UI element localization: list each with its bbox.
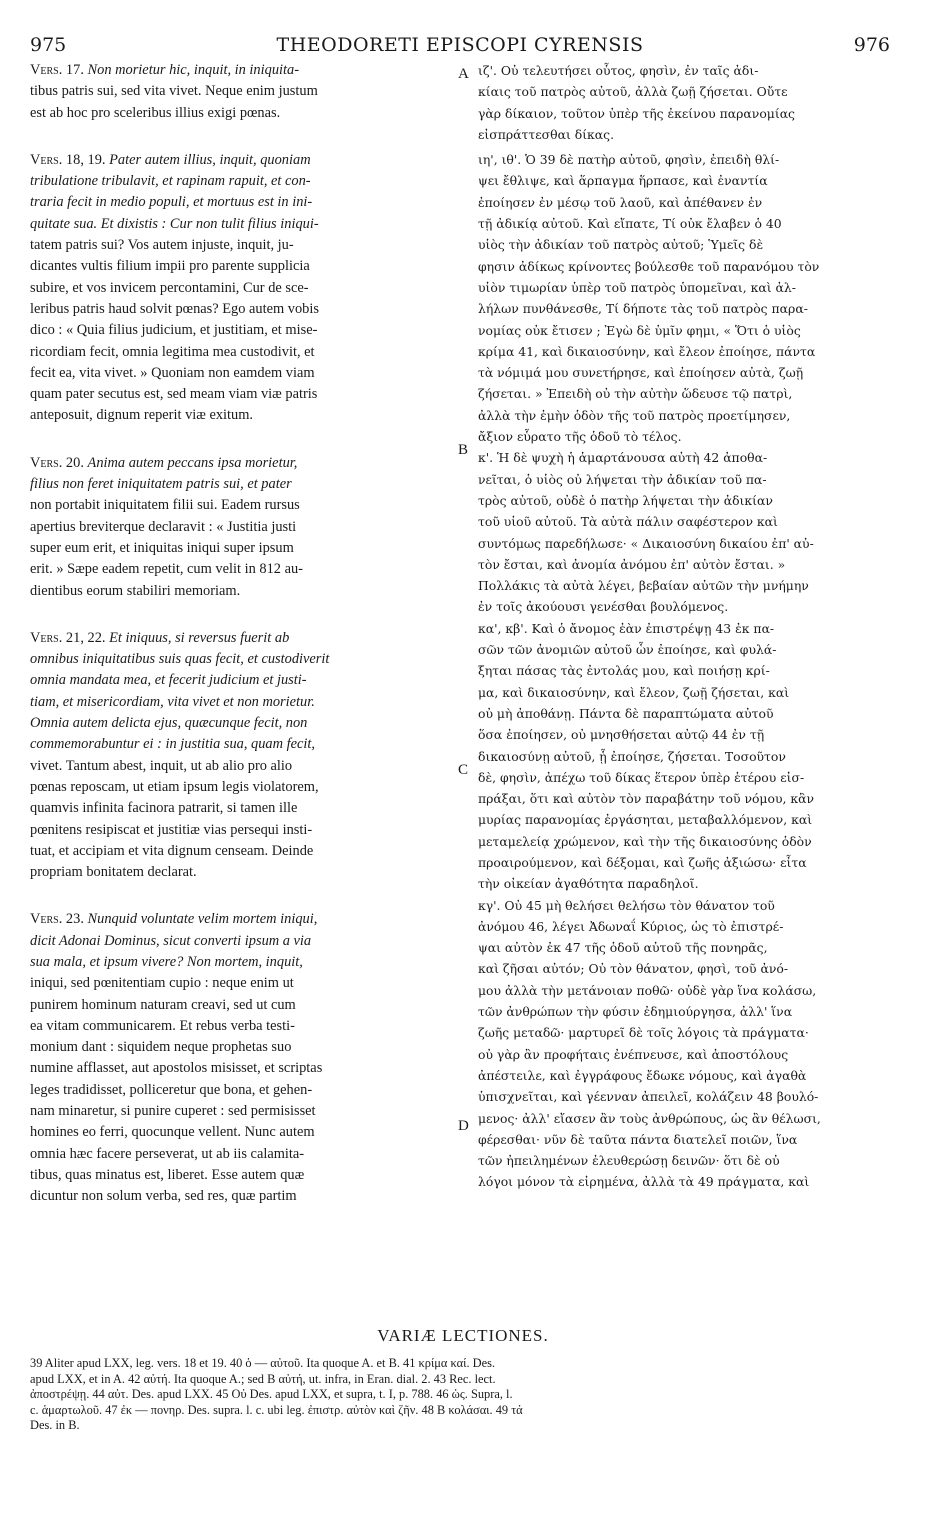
text-line: ricordiam fecit, omnia legitima mea custodivit, et: [30, 343, 315, 360]
text-line: tibus patris sui, sed vita vivet. Neque enim justum: [30, 83, 318, 100]
greek-line: κγ'. Οὐ 45 μὴ θελήσει θελήσω τὸν θάνατον τοῦ: [478, 897, 775, 913]
text-line: monium dant : siquidem neque prophetas suo: [30, 1039, 292, 1056]
text-line: homines eo ferri, quocunque vellent. Nunc autem: [30, 1124, 315, 1141]
running-title: THEODORETI EPISCOPI CYRENSIS: [276, 34, 644, 56]
greek-line: υἱὸς τὴν ἀδικίαν τοῦ πατρὸς αὐτοῦ; Ὑμεῖς δὲ: [478, 237, 764, 253]
greek-line: τῶν ἀνθρώπων τὴν φύσιν ἐδημιούργησα, ἀλλ' ἵνα: [478, 1004, 793, 1020]
text-line: omnibus iniquitatibus suis quas fecit, et custodiverit: [30, 651, 330, 668]
greek-line: ἐν τοῖς ἀκούουσι γενέσθαι βουλόμενος.: [478, 599, 729, 615]
text-line: numine afflasset, aut apostolos misisset, et scriptas: [30, 1060, 323, 1077]
text-line: Anima autem peccans ipsa morietur,: [87, 454, 298, 471]
verse-heading: Vers. 18, 19.: [30, 151, 106, 168]
latin-block: [30, 628, 457, 884]
text-line: vivet. Tantum abest, inquit, ut ab alio pro alio: [30, 757, 293, 774]
text-line: super eum erit, et iniquitas iniqui super ipsum: [30, 539, 294, 556]
verse-heading: Vers. 23.: [30, 911, 84, 928]
note-line: apud LXX, et in A. 42 αὐτή. Ita quoque A.; sed B αὐτή, ut. infra, in Eran. dial. 2. 43 Rec. lect.: [30, 1371, 496, 1386]
greek-line: τοῦ υἱοῦ αὐτοῦ. Τὰ αὐτὰ πάλιν σαφέστερον καὶ: [478, 514, 778, 530]
greek-line: συντόμως παρεδήλωσε· « Δικαιοσύνη δικαίου ἐπ' αὐ-: [478, 535, 814, 551]
text-line: dico : « Quia filius judicium, et justitiam, et mise-: [30, 322, 318, 339]
greek-line: κα', κβ'. Καὶ ὁ ἄνομος ἐὰν ἐπιστρέψῃ 43 ἐκ πα-: [478, 620, 775, 636]
text-line: ea vitam communicarem. Et rebus verba testi-: [30, 1017, 295, 1034]
greek-column: [478, 60, 892, 1193]
text-line: tatem patris sui? Vos autem injuste, inquit, ju-: [30, 237, 294, 254]
text-line: tuat, et accipiam et vita dignum censeam. Deinde: [30, 842, 314, 859]
greek-line: ξηται πάσας τὰς ἐντολάς μου, καὶ ποιήσῃ κρί-: [478, 663, 770, 679]
greek-line: φησιν ἀδίκως κρίνοντες βούλεσθε τοῦ παρανόμου τὸν: [478, 258, 820, 274]
text-line: punirem hominum naturam creavi, sed ut cum: [30, 996, 296, 1013]
greek-line: τὸν ἔσται, καὶ ἀνομία ἀνόμου ἐπ' αὐτὸν ἔσται. »: [478, 556, 786, 572]
greek-line: ἀπέστειλε, καὶ ἐγγράφους ἔδωκε νόμους, καὶ ἀγαθὰ: [478, 1067, 807, 1083]
text-line: anteposuit, dignum reperit viæ exitum.: [30, 407, 254, 424]
text-line: est ab hoc pro sceleribus illius exigi pœnas.: [30, 104, 281, 121]
text-line: pœnitens resipiscat et justitiæ vias persequi insti-: [30, 821, 313, 838]
text-line: omnia hæc facere perseverat, ut ab iis calamita-: [30, 1145, 305, 1162]
margin-letter: A: [458, 66, 469, 82]
variant-notes: [30, 1356, 890, 1434]
text-line: sua mala, et ipsum vivere? Non mortem, inquit,: [30, 953, 303, 970]
note-line: ἀποστρέψῃ. 44 αὐτ. Des. apud LXX. 45 Οὐ Des. apud LXX, et supra, t. I, p. 788. 46 ὡς. Supra, l.: [30, 1387, 513, 1401]
text-line: commemorabuntur ei : in justitia sua, quam fecit,: [30, 736, 315, 753]
greek-line: οὐ γὰρ ἂν προφήταις ἐνέπνευσε, καὶ ἀποστόλους: [478, 1046, 789, 1062]
text-line: Omnia autem delicta ejus, quæcunque fecit, non: [30, 715, 308, 732]
note-line: c. ἁμαρτωλοῦ. 47 ἐκ — πονηρ. Des. supra. l. c. ubi leg. ἐπιστρ. αὐτὸν καὶ ζῆν. 48 B κολάσαι. 49 τά: [30, 1402, 523, 1417]
margin-letter: C: [458, 762, 469, 778]
greek-line: μα, καὶ δικαιοσύνην, καὶ ἔλεον, ζωῇ ζήσεται, καὶ: [478, 684, 790, 700]
text-line: Nunquid voluntate velim mortem iniqui,: [87, 911, 318, 928]
text-line: tibus, quas minatus est, liberet. Esse autem quæ: [30, 1166, 305, 1183]
greek-line: ζήσεται. » Ἐπειδὴ οὐ τὴν αὐτὴν ὥδευσε τῷ πατρὶ,: [478, 386, 793, 402]
greek-line: δικαιοσύνῃ αὐτοῦ, ᾗ ἐποίησε, ζήσεται. Τοσοῦτον: [478, 748, 786, 764]
text-line: tiam, et misericordiam, vita vivet et non morietur.: [30, 693, 315, 710]
latin-column: [30, 60, 457, 1234]
running-header: [30, 34, 890, 58]
greek-line: νομίας οὐκ ἔτισεν ; Ἐγὼ δὲ ὑμῖν φημι, « Ὅτι ὁ υἱὸς: [478, 322, 801, 338]
verse-heading: Vers. 21, 22.: [30, 629, 106, 646]
latin-block: [30, 909, 457, 1207]
text-line: subire, et vos invicem percontamini, Cur de sce-: [30, 279, 309, 296]
text-line: traria fecit in medio populi, et mortuus est in ini-: [30, 194, 313, 211]
text-line: leribus patris haud solvit pœnas? Ego autem vobis: [30, 300, 319, 317]
text-line: fecit ea, vita vivet. » Quoniam non eamdem viam: [30, 364, 315, 381]
greek-line: λήλων πυνθάνεσθε, Τί δήποτε τὰς τοῦ πατρὸς παρα-: [478, 301, 808, 317]
greek-line: δὲ, φησὶν, ἀπέχω τοῦ δίκας ἕτερον ὑπὲρ ἑτέρου εἰσ-: [478, 769, 805, 785]
greek-line: καὶ ζῆσαι αὐτόν; Οὐ τὸν θάνατον, φησὶ, τοῦ ἀνό-: [478, 961, 789, 977]
latin-block: [30, 453, 457, 602]
greek-line: τῇ ἀδικίᾳ αὐτοῦ. Καὶ εἴπατε, Τί οὐκ ἔλαβεν ὁ 40: [478, 216, 782, 232]
note-line: 39 Aliter apud LXX, leg. vers. 18 et 19. 40 ὁ — αὐτοῦ. Ita quoque A. et B. 41 κρίμα καί. Des.: [30, 1356, 496, 1370]
greek-line: σῶν τῶν ἀνομιῶν αὐτοῦ ὧν ἐποίησε, καὶ φυλά-: [478, 642, 777, 658]
text-line: filius non feret iniquitatem patris sui, et pater: [30, 476, 292, 493]
text-line: propriam bonitatem declarat.: [30, 864, 197, 881]
note-line: Des. in B.: [30, 1418, 80, 1432]
text-line: Pater autem illius, inquit, quoniam: [109, 151, 311, 168]
text-line: Non morietur hic, inquit, in iniquita-: [87, 62, 299, 78]
greek-line: ἄξιον εὗρατο τῆς ὁδοῦ τὸ τέλος.: [478, 429, 682, 445]
text-line: erit. » Sæpe eadem repetit, cum velit in 812 au-: [30, 561, 303, 578]
greek-line: γὰρ δίκαιον, τοῦτον ὑπὲρ τῆς ἐκείνου παρανομίας: [478, 105, 795, 121]
margin-letter: B: [458, 442, 469, 458]
greek-line: λόγοι μόνον τὰ εἰρημένα, ἀλλὰ τὰ 49 πράγματα, καὶ: [478, 1174, 810, 1190]
greek-line: ἐποίησεν ἐν μέσῳ τοῦ λαοῦ, καὶ ἀπέθανεν ἐν: [478, 194, 763, 210]
verse-heading: Vers. 20.: [30, 454, 84, 471]
text-line: leges tradidisset, polliceretur que bona, et gehen-: [30, 1081, 313, 1098]
text-line: dicit Adonai Dominus, sicut converti ipsum a via: [30, 932, 312, 949]
greek-line: τρὸς αὐτοῦ, οὐδὲ ὁ πατὴρ λήψεται τὴν ἀδικίαν: [478, 492, 773, 508]
greek-line: φέρεσθαι· νῦν δὲ ταῦτα πάντα διατελεῖ ποιῶν, ἵνα: [478, 1131, 798, 1147]
greek-line: πράξαι, ὅτι καὶ αὐτὸν τὸν παραβάτην τοῦ νόμου, κἂν: [478, 791, 814, 807]
page-number-left: 975: [30, 34, 67, 56]
greek-line: εἰσπράττεσθαι δίκας.: [478, 126, 615, 142]
greek-line: τῶν ἠπειλημένων ἐλευθερώσῃ δεινῶν· ὅτι δὲ οὐ: [478, 1153, 780, 1169]
greek-line: ὅσα ἐποίησεν, οὐ μνησθήσεται αὐτῷ 44 ἐν τῇ: [478, 727, 765, 743]
text-line: tribulatione tribulavit, et rapinam rapuit, et con-: [30, 173, 311, 190]
text-line: dicantes vultis filium impii pro parente supplicia: [30, 258, 310, 275]
greek-line: μεταμελείᾳ χρώμενον, καὶ τὴν τῆς δικαιοσύνης ὁδὸν: [478, 833, 812, 849]
margin-letter: D: [458, 1118, 469, 1134]
text-line: dientibus eorum stabiliri memoriam.: [30, 582, 241, 599]
text-line: apertius breviterque declaravit : « Justitia justi: [30, 518, 297, 535]
variae-lectiones-title: VARIÆ LECTIONES.: [377, 1326, 549, 1345]
text-line: Et iniquus, si reversus fuerit ab: [109, 629, 290, 646]
greek-line: κίαις τοῦ πατρὸς αὐτοῦ, ἀλλὰ ζωῇ ζήσεται. Οὔτε: [478, 84, 788, 100]
greek-line: ψαι αὐτὸν ἐκ 47 τῆς ὁδοῦ αὐτοῦ τῆς πονηρᾶς,: [478, 940, 768, 956]
greek-line: ψει ἔθλιψε, καὶ ἅρπαγμα ἥρπασε, καὶ ἐναντία: [478, 173, 768, 189]
greek-line: κρίμα 41, καὶ δικαιοσύνην, καὶ ἔλεον ἐποίησε, πάντα: [478, 343, 816, 359]
greek-line: υἱὸν τιμωρίαν ὑπὲρ τοῦ πατρὸς ὑπομεῖναι, καὶ ἀλ-: [478, 279, 796, 295]
greek-line: προαιρούμενον, καὶ δέξομαι, καὶ ζωῆς ἀξιώσω· εἶτα: [478, 854, 807, 870]
greek-line: ἀλλὰ τὴν ἐμὴν ὁδὸν τῆς τοῦ πατρὸς προετίμησεν,: [478, 407, 791, 423]
greek-line: οὐ μὴ ἀποθάνῃ. Πάντα δὲ παραπτώματα αὐτοῦ: [478, 705, 774, 721]
verse-heading: Vers. 17.: [30, 62, 84, 78]
greek-line: κ'. Ἡ δὲ ψυχὴ ἡ ἁμαρτάνουσα αὐτὴ 42 ἀποθα-: [478, 450, 768, 466]
greek-line: μενος· ἀλλ' εἴασεν ἂν τοὺς ἀνθρώπους, ὡς ἂν θέλωσι,: [478, 1110, 821, 1126]
greek-line: ιζ'. Οὐ τελευτήσει οὗτος, φησὶν, ἐν ταῖς ἀδι-: [478, 63, 759, 78]
text-line: dicuntur non solum verba, sed res, quæ partim: [30, 1188, 297, 1205]
text-line: iniqui, sed pœnitentiam cupio : neque enim ut: [30, 975, 294, 992]
text-line: nam minaretur, si punire cuperet : sed permisisset: [30, 1103, 316, 1120]
greek-line: ὑπισχνεῖται, καὶ γέενναν ἀπειλεῖ, κολάζειν 48 βουλό-: [478, 1089, 819, 1105]
greek-line: τὰ νόμιμά μου συνετήρησε, καὶ ἐποίησεν αὐτὰ, ζωῇ: [478, 365, 804, 381]
text-line: quamvis infinita facinora patrarit, si tamen ille: [30, 800, 298, 817]
greek-line: νεῖται, ὁ υἱὸς οὐ λήψεται τὴν ἀδικίαν τοῦ πα-: [478, 471, 767, 487]
page-number-right: 976: [853, 34, 890, 56]
latin-block: [30, 150, 457, 427]
greek-line: Πολλάκις τὰ αὐτὰ λέγει, βεβαίαν αὐτῶν τὴν μνήμην: [478, 578, 809, 594]
text-line: quitate sua. Et dixistis : Cur non tulit filius iniqui-: [30, 215, 319, 232]
text-line: pœnas reposcam, ut etiam ipsum legis violatorem,: [30, 778, 319, 795]
greek-line: μου ἀλλὰ τὴν μετάνοιαν ποθῶ· οὐδὲ γὰρ ἵνα κολάσω,: [478, 982, 817, 998]
greek-line: τὴν οἰκείαν ἀγαθότητα παραδηλοῖ.: [478, 876, 699, 892]
greek-line: ζωῆς μεταδῶ· μαρτυρεῖ δὲ τοῖς λόγοις τὰ πράγματα·: [478, 1025, 809, 1041]
latin-block: [30, 60, 457, 124]
text-line: non portabit iniquitatem filii sui. Eadem rursus: [30, 497, 300, 514]
text-line: omnia mandata mea, et fecerit judicium et justi-: [30, 672, 307, 689]
greek-line: ἀνόμου 46, λέγει Ἀδωναΐ Κύριος, ὡς τὸ ἐπιστρέ-: [478, 918, 784, 934]
text-line: quam pater secutus est, sed meam viam viæ patris: [30, 386, 318, 403]
greek-line: ιη', ιθ'. Ὁ 39 δὲ πατὴρ αὐτοῦ, φησὶν, ἐπειδὴ θλί-: [478, 152, 780, 168]
greek-line: μυρίας παρανομίας ἐργάσηται, μεταβαλλόμενον, καὶ: [478, 812, 813, 828]
